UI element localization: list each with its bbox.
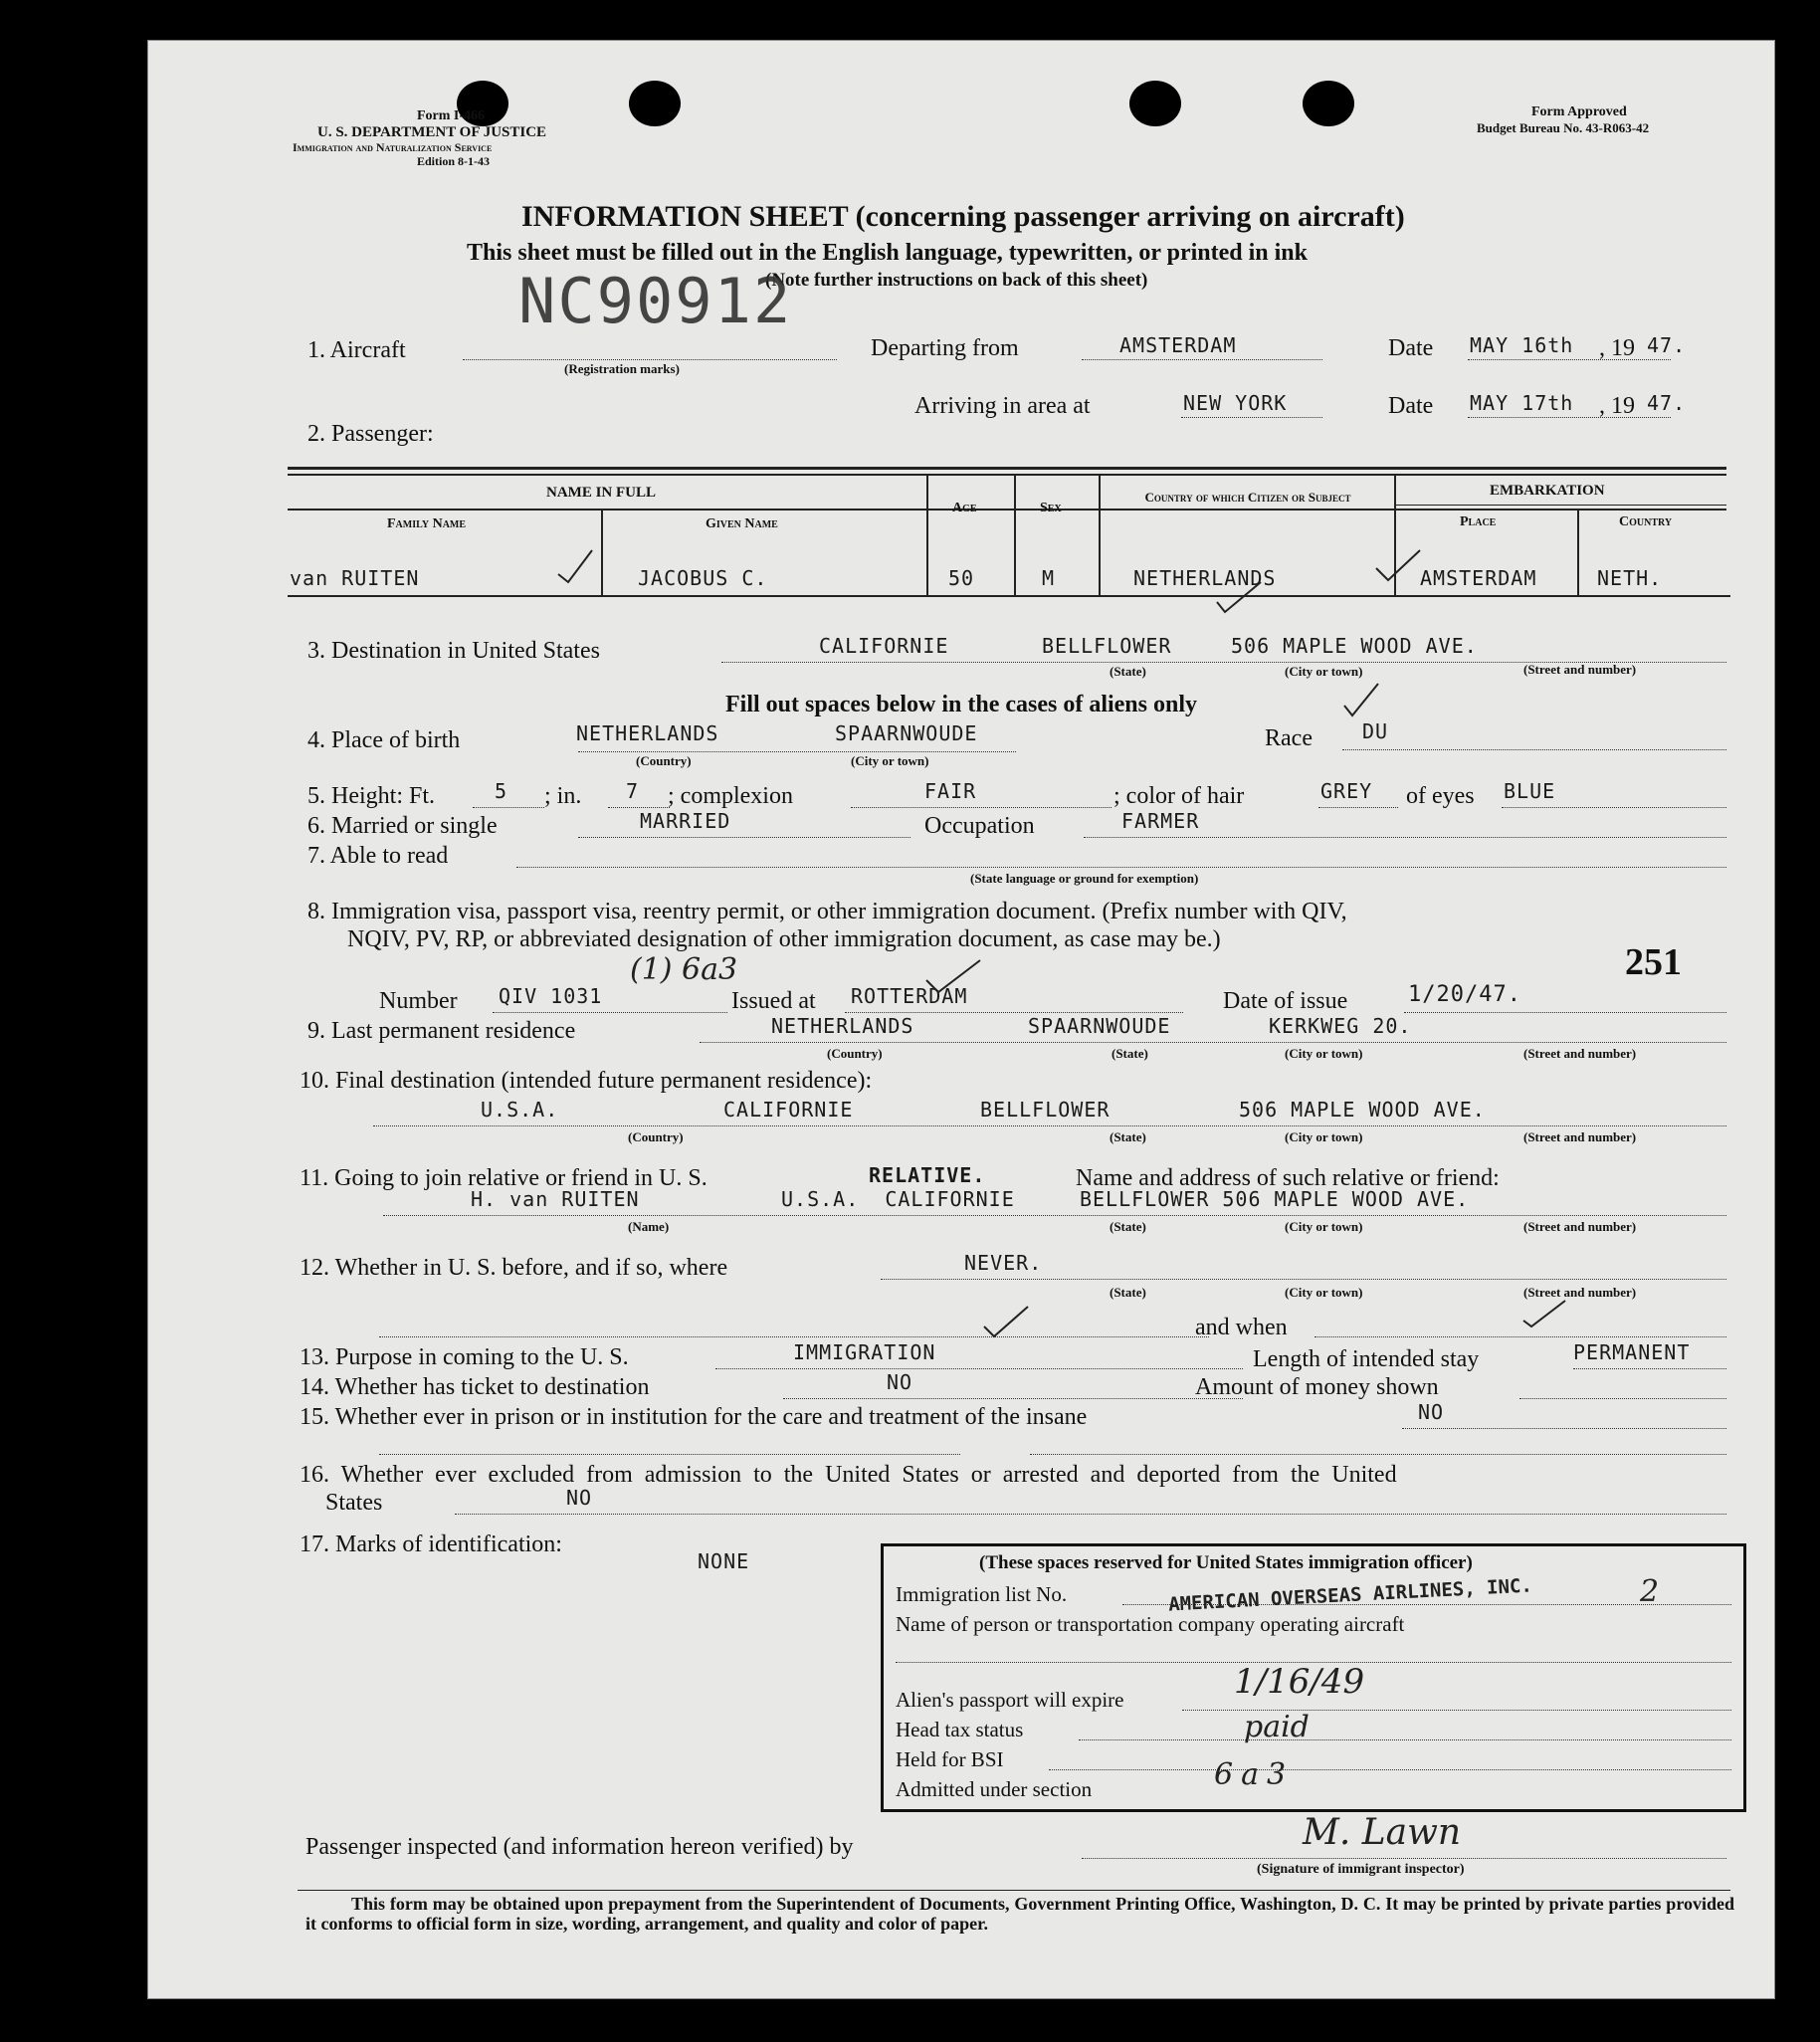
excluded-line2: States (325, 1490, 383, 1516)
budget-number: Budget Bureau No. 43-R063-42 (1477, 120, 1650, 135)
given-name: JACOBUS C. (638, 566, 768, 590)
caption-state: (State) (1110, 1285, 1146, 1300)
issued-at: ROTTERDAM (851, 984, 968, 1008)
document-page (147, 40, 1775, 1999)
birth-city: SPAARNWOUDE (835, 721, 978, 745)
marks-value: NONE (698, 1549, 750, 1573)
punch-hole (1303, 81, 1354, 126)
residence-street: KERKWEG 20. (1269, 1014, 1412, 1038)
checkmark-icon (924, 956, 984, 996)
eyes-value: BLUE (1504, 779, 1556, 803)
form-approved: Form Approved (1531, 104, 1627, 119)
height-label: 5. Height: Ft. (307, 783, 436, 809)
final-country: U.S.A. (481, 1098, 559, 1122)
depart-year: 47. (1647, 333, 1687, 357)
excluded-line1: 16. Whether ever excluded from admission to the United States or arrested and deported from the United (300, 1462, 1397, 1488)
page-title: INFORMATION SHEET (concerning passenger arriving on aircraft) (521, 200, 1405, 233)
embark-country: NETH. (1597, 566, 1663, 590)
checkmark-icon (556, 546, 596, 586)
departing-value: AMSTERDAM (1119, 333, 1237, 357)
departing-label: Departing from (871, 335, 1019, 361)
purpose-label: 13. Purpose in coming to the U. S. (300, 1344, 629, 1370)
complexion-label: ; complexion (668, 783, 793, 809)
caption-city: (City or town) (1285, 1129, 1363, 1144)
occupation-value: FARMER (1121, 809, 1200, 833)
head-tax-label: Head tax status (896, 1718, 1024, 1741)
th-embarkation: EMBARKATION (1490, 483, 1605, 499)
complexion-value: FAIR (924, 779, 977, 803)
stay-label: Length of intended stay (1253, 1346, 1480, 1372)
sex: M (1042, 566, 1056, 590)
when-label: and when (1195, 1315, 1288, 1340)
signature-caption: (Signature of immigrant inspector) (1257, 1862, 1465, 1877)
occupation-label: Occupation (924, 813, 1035, 839)
subtitle: This sheet must be filled out in the English language, typewritten, or printed in ink (467, 240, 1308, 266)
arrive-date: MAY 17th (1470, 391, 1574, 415)
height-inches: 7 (626, 779, 640, 803)
destination-city: BELLFLOWER (1042, 634, 1172, 658)
th-country: Country (1619, 514, 1673, 529)
excluded-value: NO (566, 1486, 593, 1510)
residence-country: NETHERLANDS (771, 1014, 914, 1038)
age: 50 (948, 566, 975, 590)
company-stamp: AMERICAN OVERSEAS AIRLINES, INC. (1167, 1574, 1533, 1616)
relative-name: H. van RUITEN (471, 1187, 640, 1211)
punch-hole (1129, 81, 1181, 126)
caption-street: (Street and number) (1523, 1219, 1637, 1234)
final-state: CALIFORNIE (723, 1098, 854, 1122)
inches-label: ; in. (544, 783, 582, 809)
inspector-signature: M. Lawn (1303, 1812, 1462, 1853)
bsi-label: Held for BSI (896, 1747, 1004, 1771)
checkmark-icon (1215, 578, 1265, 618)
th-country-citizen: Country of which Citizen or Subject (1144, 490, 1351, 505)
marks-label: 17. Marks of identification: (300, 1532, 562, 1557)
service: Immigration and Naturalization Service (293, 140, 493, 154)
height-feet: 5 (495, 779, 508, 803)
registration-caption: (Registration marks) (564, 361, 680, 376)
depart-date: MAY 16th (1470, 333, 1574, 357)
officer-box (881, 1543, 1746, 1812)
aliens-heading: Fill out spaces below in the cases of aliens only (725, 692, 1198, 717)
checkmark-icon (1374, 546, 1424, 586)
eyes-label: of eyes (1406, 783, 1475, 809)
prison-value: NO (1418, 1400, 1445, 1424)
married-value: MARRIED (640, 809, 731, 833)
visa-number-label: Number (379, 988, 458, 1014)
checkmark-icon (982, 1301, 1032, 1340)
section-label: Admitted under section (896, 1777, 1093, 1801)
company-label: Name of person or transportation company operating aircraft (896, 1612, 1405, 1636)
issue-date: 1/20/47. (1408, 982, 1521, 1007)
read-label: 7. Able to read (307, 843, 449, 869)
destination-state: CALIFORNIE (819, 634, 949, 658)
ticket-value: NO (887, 1370, 913, 1394)
embark-place: AMSTERDAM (1420, 566, 1537, 590)
going-to-label: 11. Going to join relative or friend in U. S. (300, 1165, 708, 1191)
instructions-note: (Note further instructions on back of this sheet) (765, 270, 1148, 291)
caption-state: (State) (1112, 1046, 1148, 1061)
arriving-label: Arriving in area at (914, 393, 1091, 419)
checkmark-icon (1342, 680, 1382, 719)
th-family-name: Family Name (387, 516, 467, 531)
punch-hole (629, 81, 681, 126)
caption-country: (Country) (636, 753, 692, 768)
residence-state: SPAARNWOUDE (1028, 1014, 1171, 1038)
final-dest-label: 10. Final destination (intended future permanent residence): (300, 1068, 873, 1094)
visa-line1: 8. Immigration visa, passport visa, reentry permit, or other immigration document. (Prefix number with QIV, (307, 899, 1347, 924)
purpose-value: IMMIGRATION (793, 1340, 936, 1364)
visa-stamp-number: 251 (1625, 941, 1682, 983)
residence-label: 9. Last permanent residence (307, 1018, 576, 1044)
caption-city: (City or town) (1285, 1219, 1363, 1234)
relative-name-label: Name and address of such relative or friend: (1076, 1165, 1500, 1191)
race-value: DU (1362, 719, 1389, 743)
birth-country: NETHERLANDS (576, 721, 719, 745)
race-label: Race (1265, 725, 1313, 751)
relative-address: U.S.A. CALIFORNIE BELLFLOWER 506 MAPLE WOOD AVE. (781, 1187, 1470, 1211)
arrive-year: 47. (1647, 391, 1687, 415)
family-name: van RUITEN (290, 566, 420, 590)
caption-country: (Country) (827, 1046, 883, 1061)
section-value: 6a3 (1214, 1757, 1295, 1792)
citizen-country: NETHERLANDS (1133, 566, 1277, 590)
before-label: 12. Whether in U. S. before, and if so, where (300, 1255, 728, 1281)
birth-label: 4. Place of birth (307, 727, 461, 753)
arrive-date-label: Date (1388, 393, 1434, 419)
caption-country: (Country) (628, 1129, 684, 1144)
aircraft-label: 1. Aircraft (307, 337, 406, 363)
caption-city: (City or town) (851, 753, 929, 768)
edition: Edition 8-1-43 (417, 154, 491, 168)
footer-notice: This form may be obtained upon prepayment from the Superintendent of Documents, Government Printing Office, Washington, D. C. It may be printed by private parties provided it conforms to official form in size, wording, arrangement, and quality and color of paper. (305, 1894, 1734, 1934)
caption-street: (Street and number) (1523, 1129, 1637, 1144)
caption-city: (City or town) (1285, 1285, 1363, 1300)
hair-value: GREY (1320, 779, 1373, 803)
caption-city: (City or town) (1285, 664, 1363, 679)
visa-number: QIV 1031 (499, 984, 603, 1008)
passenger-label: 2. Passenger: (307, 421, 434, 447)
caption-city: (City or town) (1285, 1046, 1363, 1061)
arrive-year-prefix: , 19 (1599, 393, 1635, 419)
depart-date-label: Date (1388, 335, 1434, 361)
th-sex: Sex (1040, 501, 1062, 515)
line-number: 2 (1640, 1574, 1660, 1609)
registration-stamp: NC90912 (518, 265, 793, 337)
final-street: 506 MAPLE WOOD AVE. (1239, 1098, 1486, 1122)
depart-year-prefix: , 19 (1599, 335, 1635, 361)
visa-hand-note: (1) 6a3 (630, 952, 738, 987)
head-tax-value: paid (1244, 1710, 1310, 1744)
caption-street: (Street and number) (1523, 662, 1637, 677)
before-value: NEVER. (964, 1251, 1043, 1275)
arriving-value: NEW YORK (1183, 391, 1288, 415)
final-city: BELLFLOWER (980, 1098, 1111, 1122)
caption-state: (State) (1110, 1219, 1146, 1234)
th-name-in-full: NAME IN FULL (546, 485, 657, 501)
married-label: 6. Married or single (307, 813, 498, 839)
th-age: Age (952, 501, 977, 515)
caption-name: (Name) (628, 1219, 670, 1234)
checkmark-icon (1521, 1297, 1571, 1330)
prison-label: 15. Whether ever in prison or in institution for the care and treatment of the insane (300, 1404, 1088, 1430)
money-label: Amount of money shown (1195, 1374, 1439, 1400)
visa-line2: NQIV, PV, RP, or abbreviated designation of other immigration document, as case may be.) (347, 926, 1221, 952)
officer-box-title: (These spaces reserved for United States immigration officer) (979, 1552, 1473, 1573)
stay-value: PERMANENT (1573, 1340, 1691, 1364)
read-caption: (State language or ground for exemption) (970, 871, 1199, 886)
th-place: Place (1460, 514, 1497, 529)
going-to-value: RELATIVE. (869, 1163, 986, 1187)
issue-date-label: Date of issue (1223, 988, 1348, 1014)
hair-label: ; color of hair (1113, 783, 1245, 809)
list-no-label: Immigration list No. (896, 1582, 1068, 1606)
caption-street: (Street and number) (1523, 1285, 1637, 1300)
issued-label: Issued at (731, 988, 816, 1014)
destination-label: 3. Destination in United States (307, 638, 600, 664)
caption-street: (Street and number) (1523, 1046, 1637, 1061)
form-number: Form I-466 (417, 108, 486, 123)
th-given-name: Given Name (706, 516, 778, 531)
passport-expire-label: Alien's passport will expire (896, 1688, 1124, 1712)
destination-street: 506 MAPLE WOOD AVE. (1231, 634, 1478, 658)
ticket-label: 14. Whether has ticket to destination (300, 1374, 650, 1400)
caption-state: (State) (1110, 1129, 1146, 1144)
caption-state: (State) (1110, 664, 1146, 679)
inspected-label: Passenger inspected (and information hereon verified) by (305, 1834, 854, 1860)
passport-expire-value: 1/16/49 (1234, 1662, 1365, 1702)
department: U. S. DEPARTMENT OF JUSTICE (317, 124, 547, 140)
